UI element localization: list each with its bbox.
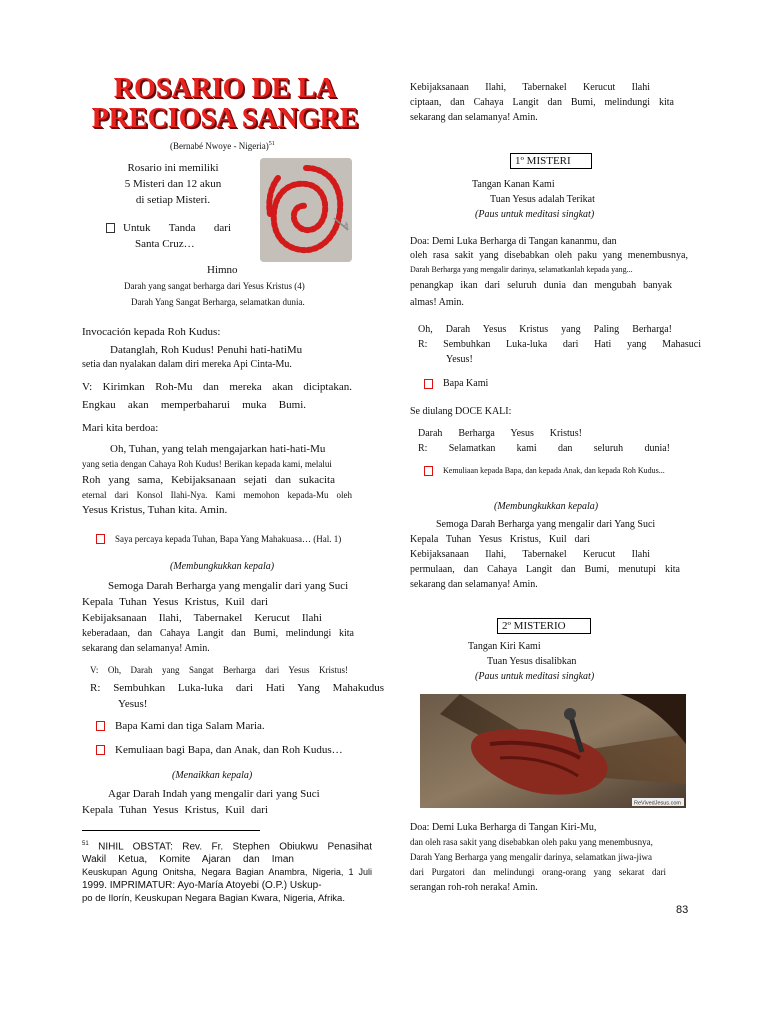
right-prayer-line: Kebijaksanaan Ilahi, Tabernakel Kerucut Ilahi — [410, 549, 650, 560]
left-prayer-line: Agar Darah Indah yang mengalir dari yang Suci — [108, 788, 320, 800]
left-prayer-line: Kepala Tuhan Yesus Kristus, Kuil dari — [82, 596, 268, 608]
mystery-1-label: 1º MISTERI — [510, 153, 592, 169]
response: R: Sembuhkan Luka-luka dari Hati yang Mahasuci — [418, 339, 701, 350]
hand-photo — [420, 694, 686, 808]
prayer-line: Yesus Kristus, Tuhan kita. Amin. — [82, 504, 228, 516]
doa-line: Darah Berharga yang mengalir darinya, selamatkanlah kepada yang... — [410, 265, 633, 274]
title-line-1: ROSARIO DE LA — [113, 73, 337, 104]
hymn-line: Darah yang sangat berharga dari Yesus Kristus (4) — [124, 281, 305, 291]
invocation-heading: Invocación kepada Roh Kudus: — [82, 326, 221, 338]
rosary-icon — [260, 158, 352, 262]
left-prayer-line: Semoga Darah Berharga yang mengalir dari yang Suci — [108, 580, 349, 592]
footnote-ref: 51 — [268, 141, 275, 147]
prayer-line: yang setia dengan Cahaya Roh Kudus! Berikan kepada kami, melalui — [82, 459, 332, 469]
versicle: Oh, Darah Yesus Kristus yang Paling Berharga! — [418, 324, 672, 335]
mystery-line: Tangan Kiri Kami — [468, 641, 541, 652]
invocation-verse: V: Kirimkan Roh-Mu dan mereka akan diciptakan. — [82, 381, 352, 393]
response: R: Selamatkan kami dan seluruh dunia! — [418, 443, 670, 454]
checkbox-icon — [96, 745, 105, 755]
checkbox-icon — [106, 223, 115, 233]
invocation-verse: Engkau akan memperbaharui muka Bumi. — [82, 399, 306, 411]
versicle: V: Oh, Darah yang Sangat Berharga dari Yesus Kristus! — [90, 665, 348, 675]
checkbox-icon — [424, 379, 433, 389]
prayer-heading: Mari kita berdoa: — [82, 422, 159, 434]
mystery-rubric: (Paus untuk meditasi singkat) — [475, 671, 595, 682]
checkbox-icon — [96, 721, 105, 731]
rosary-image — [260, 158, 352, 262]
doa-line: serangan roh-roh neraka! Amin. — [410, 882, 538, 893]
prayer-line: Roh yang sama, Kebijaksanaan sejati dan sukacita — [82, 474, 335, 486]
checkbox-icon — [96, 534, 105, 544]
footnote-number: 51 — [82, 841, 89, 847]
bullet-text: Bapa Kami — [443, 378, 489, 389]
response: R: Sembuhkan Luka-luka dari Hati Yang Mahakudus — [90, 682, 384, 694]
doa-line: Darah Yang Berharga yang mengalir darinya, selamatkan jiwa-jiwa — [410, 852, 653, 862]
right-prayer-line: ciptaan, dan Cahaya Langit dan Bumi, melindungi kita — [410, 97, 674, 108]
response: Yesus! — [446, 354, 473, 365]
footnote — [82, 838, 372, 905]
versicle: Darah Berharga Yesus Kristus! — [418, 428, 582, 439]
title-line-2: PRECIOSA SANGRE — [91, 103, 359, 134]
mystery-line: Tuan Yesus adalah Terikat — [490, 194, 595, 205]
doa-line: Doa: Demi Luka Berharga di Tangan Kiri-Mu, — [410, 822, 597, 833]
right-prayer-line: Kepala Tuhan Yesus Kristus, Kuil dari — [410, 534, 590, 545]
footnote-line: 1999. IMPRIMATUR: Ayo-María Atoyebi (O.P.) Uskup- — [82, 880, 322, 892]
bullet-item — [96, 718, 265, 734]
footnote-line: po de Ilorín, Keuskupan Negara Bagian Kwara, Nigeria, Afrika. — [82, 893, 345, 905]
doa-line: almas! Amin. — [410, 297, 464, 308]
bullet-text: Bapa Kami dan tiga Salam Maria. — [115, 720, 265, 732]
intro-line: 5 Misteri dan 12 akun — [124, 178, 222, 190]
rubric-bow: (Membungkukkan kepala) — [494, 501, 599, 512]
doa-line: dan oleh rasa sakit yang disebabkan oleh paku yang menembusnya, — [410, 837, 653, 847]
mystery-line: Tangan Kanan Kami — [472, 179, 555, 190]
right-prayer-line: Kebijaksanaan Ilahi, Tabernakel Kerucut Ilahi — [410, 82, 650, 93]
invocation-line: Datanglah, Roh Kudus! Penuhi hati-hatiMu — [110, 344, 303, 356]
response: Yesus! — [118, 698, 148, 710]
credo-text: Saya percaya kepada Tuhan, Bapa Yang Mahakuasa… (Hal. 1) — [115, 534, 342, 544]
hymn-title: Himno — [207, 264, 238, 276]
right-prayer-line: Semoga Darah Berharga yang mengalir dari Yang Suci — [436, 519, 656, 530]
doa-line: dari Purgatori dan melindungi orang-orang yang sekarat dari — [410, 867, 666, 877]
right-prayer-line: sekarang dan selamanya! Amin. — [410, 579, 538, 590]
byline — [170, 137, 275, 153]
credo-item — [96, 532, 341, 546]
invocation-line: setia dan nyalakan dalam diri mereka Api Cinta-Mu. — [82, 359, 292, 370]
cross-line: Untuk Tanda dari — [123, 222, 231, 234]
bullet-text: Kemuliaan kepada Bapa, dan kepada Anak, dan kepada Roh Kudus... — [443, 466, 665, 475]
bullet-item — [96, 742, 343, 758]
hymn-line: Darah Yang Sangat Berharga, selamatkan dunia. — [131, 297, 305, 307]
page-title — [80, 74, 370, 134]
footnote-rule — [82, 830, 260, 831]
bullet-item — [424, 464, 665, 478]
repeat-instruction: Se diulang DOCE KALI: — [410, 406, 512, 417]
cross-block — [106, 220, 246, 252]
prayer-line: eternal dari Konsol Ilahi-Nya. Kami memohon kepada-Mu oleh — [82, 490, 352, 500]
footnote-line: Keuskupan Agung Onitsha, Negara Bagian Anambra, Nigeria, 1 Juli — [82, 867, 372, 878]
byline-text: (Bernabé Nwoye - Nigeria) — [170, 141, 269, 151]
cross-line: Santa Cruz… — [135, 238, 195, 250]
prayer-line: Oh, Tuhan, yang telah mengajarkan hati-hati-Mu — [110, 443, 326, 455]
doa-line: oleh rasa sakit yang disebabkan oleh paku yang menembusnya, — [410, 250, 688, 261]
doa-line: penangkap ikan dari seluruh dunia dan mengubah banyak — [410, 280, 672, 291]
left-prayer-line: keberadaan, dan Cahaya Langit dan Bumi, melindungi kita — [82, 628, 354, 639]
checkbox-icon — [424, 466, 433, 476]
left-prayer-line: sekarang dan selamanya! Amin. — [82, 643, 210, 654]
page-number: 83 — [676, 904, 689, 916]
mystery-line: Tuan Yesus disalibkan — [487, 656, 577, 667]
intro-line: di setiap Misteri. — [135, 194, 211, 206]
footnote-line: Wakil Ketua, Komite Ajaran dan Iman — [82, 854, 294, 866]
wounded-hand-icon — [420, 694, 686, 808]
photo-credit: ReVivedJesus.com — [634, 800, 681, 807]
left-prayer-line: Kepala Tuhan Yesus Kristus, Kuil dari — [82, 804, 268, 816]
bullet-item — [424, 376, 488, 391]
footnote-line: NIHIL OBSTAT: Rev. Fr. Stephen Obiukwu Penasihat — [98, 841, 372, 853]
rubric-bow: (Membungkukkan kepala) — [170, 561, 275, 572]
rubric-raise: (Menaikkan kepala) — [172, 770, 253, 781]
intro-line: Rosario ini memiliki — [127, 162, 219, 174]
left-prayer-line: Kebijaksanaan Ilahi, Tabernakel Kerucut Ilahi — [82, 612, 322, 624]
mystery-2-label: 2º MISTERIO — [497, 618, 591, 634]
right-prayer-line: sekarang dan selamanya! Amin. — [410, 112, 538, 123]
intro-block — [98, 160, 248, 208]
doa-line: Doa: Demi Luka Berharga di Tangan kananmu, dan — [410, 236, 617, 247]
mystery-rubric: (Paus untuk meditasi singkat) — [475, 209, 595, 220]
bullet-text: Kemuliaan bagi Bapa, dan Anak, dan Roh Kudus… — [115, 744, 343, 756]
right-prayer-line: permulaan, dan Cahaya Langit dan Bumi, menutupi kita — [410, 564, 680, 575]
